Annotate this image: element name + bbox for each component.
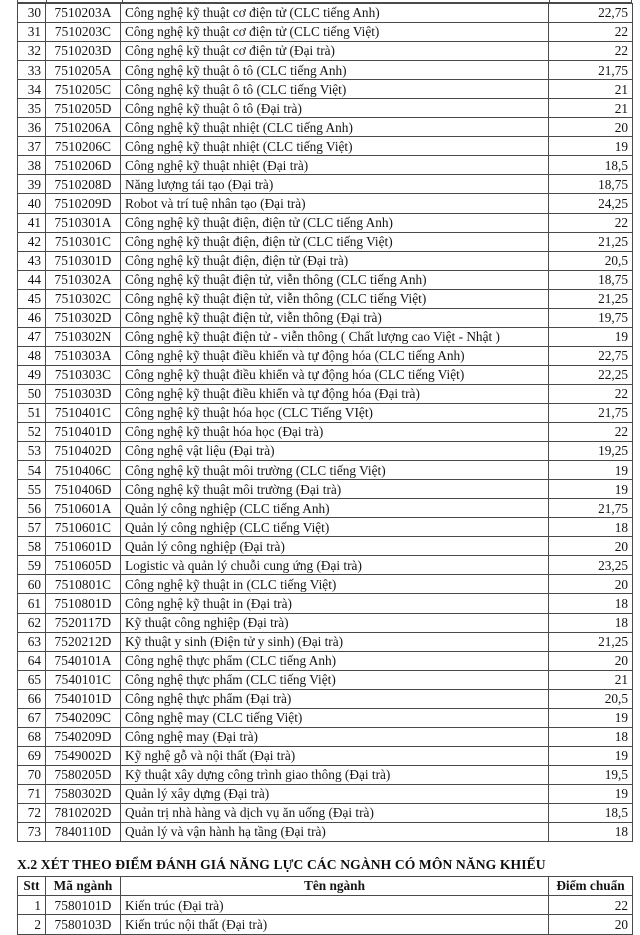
cell-stt: 68 bbox=[18, 727, 46, 746]
cell-name: Công nghệ thực phẩm (CLC tiếng Việt) bbox=[121, 670, 549, 689]
table-row bbox=[18, 765, 633, 784]
cell-name: Công nghệ kỹ thuật điện, điện tử (CLC tiếng Anh) bbox=[121, 213, 549, 232]
cell-name: Công nghệ kỹ thuật điều khiển và tự động hóa (CLC tiếng Anh) bbox=[121, 346, 549, 365]
cell-stt: 65 bbox=[18, 670, 46, 689]
cell-score: 20,5 bbox=[549, 251, 633, 270]
cell-stt: 47 bbox=[18, 327, 46, 346]
cell-score: 19 bbox=[549, 784, 633, 803]
cell-stt: 66 bbox=[18, 689, 46, 708]
table-row bbox=[18, 461, 633, 480]
table-row bbox=[18, 896, 633, 915]
cell-code: 7510302N bbox=[46, 327, 121, 346]
table-row bbox=[18, 518, 633, 537]
cell-score: 18 bbox=[549, 727, 633, 746]
cell-name: Công nghệ kỹ thuật điện tử, viễn thông (Đại trà) bbox=[121, 308, 549, 327]
cell-stt: 45 bbox=[18, 289, 46, 308]
table-row bbox=[18, 423, 633, 442]
cell-score: 22,75 bbox=[549, 4, 633, 23]
table-row bbox=[18, 99, 633, 118]
cell-name: Kỹ thuật y sinh (Điện tử y sinh) (Đại trà) bbox=[121, 632, 549, 651]
table-row bbox=[18, 175, 633, 194]
table-row bbox=[18, 232, 633, 251]
cell-name: Robot và trí tuệ nhân tạo (Đại trà) bbox=[121, 194, 549, 213]
cell-name: Công nghệ kỹ thuật điện, điện tử (Đại trà) bbox=[121, 251, 549, 270]
cell-score: 18,5 bbox=[549, 156, 633, 175]
table-row bbox=[18, 365, 633, 384]
cell-stt: 62 bbox=[18, 613, 46, 632]
cell-score: 19 bbox=[549, 461, 633, 480]
cell-stt: 73 bbox=[18, 823, 46, 842]
cell-score: 19 bbox=[549, 480, 633, 499]
cell-stt: 67 bbox=[18, 708, 46, 727]
cell-code: 7810202D bbox=[46, 803, 121, 822]
cell-stt: 48 bbox=[18, 346, 46, 365]
cell-name: Công nghệ kỹ thuật điện, điện tử (CLC tiếng Việt) bbox=[121, 232, 549, 251]
cell-code: 7540101A bbox=[46, 651, 121, 670]
cell-name: Công nghệ kỹ thuật môi trường (CLC tiếng Việt) bbox=[121, 461, 549, 480]
cell-code: 7510301A bbox=[46, 213, 121, 232]
cell-code: 7510401D bbox=[46, 423, 121, 442]
cell-score: 20,5 bbox=[549, 689, 633, 708]
cell-score: 21,25 bbox=[549, 289, 633, 308]
cell-stt: 37 bbox=[18, 137, 46, 156]
table-row bbox=[18, 480, 633, 499]
cell-code: 7580205D bbox=[46, 765, 121, 784]
cell-stt: 72 bbox=[18, 803, 46, 822]
cell-score: 20 bbox=[549, 537, 633, 556]
cell-stt: 69 bbox=[18, 746, 46, 765]
table-row bbox=[18, 403, 633, 422]
cell-stt: 33 bbox=[18, 61, 46, 80]
cell-name: Công nghệ kỹ thuật in (Đại trà) bbox=[121, 594, 549, 613]
cell-code: 7510208D bbox=[46, 175, 121, 194]
cell-code: 7510402D bbox=[46, 442, 121, 461]
cell-score: 21,25 bbox=[549, 232, 633, 251]
cell-code: 7510302D bbox=[46, 308, 121, 327]
table-row bbox=[18, 823, 633, 842]
cell-score: 18 bbox=[549, 518, 633, 537]
cell-stt: 32 bbox=[18, 42, 46, 61]
cell-stt: 55 bbox=[18, 480, 46, 499]
cell-stt: 38 bbox=[18, 156, 46, 175]
cell-name: Công nghệ kỹ thuật điều khiển và tự động hóa (CLC tiếng Việt) bbox=[121, 365, 549, 384]
cell-score: 21,75 bbox=[549, 499, 633, 518]
cell-score: 20 bbox=[549, 915, 633, 934]
cell-code: 7510205A bbox=[46, 61, 121, 80]
cell-score: 19,75 bbox=[549, 308, 633, 327]
table-row bbox=[18, 689, 633, 708]
cell-score: 21,75 bbox=[549, 61, 633, 80]
cell-code: 7510206D bbox=[46, 156, 121, 175]
cell-name: Năng lượng tái tạo (Đại trà) bbox=[121, 175, 549, 194]
cell-stt: 52 bbox=[18, 423, 46, 442]
table-row bbox=[18, 499, 633, 518]
cell-name: Công nghệ kỹ thuật điện tử, viễn thông (CLC tiếng Việt) bbox=[121, 289, 549, 308]
cell-code: 7510406C bbox=[46, 461, 121, 480]
table-row bbox=[18, 80, 633, 99]
cell-name: Công nghệ kỹ thuật ô tô (CLC tiếng Anh) bbox=[121, 61, 549, 80]
cell-score: 22 bbox=[549, 384, 633, 403]
cell-name: Công nghệ kỹ thuật nhiệt (CLC tiếng Anh) bbox=[121, 118, 549, 137]
cell-code: 7510401C bbox=[46, 403, 121, 422]
cell-name: Kiến trúc nội thất (Đại trà) bbox=[121, 915, 549, 934]
cell-score: 22 bbox=[549, 213, 633, 232]
cell-code: 7510206C bbox=[46, 137, 121, 156]
header-code: Mã ngành bbox=[46, 877, 121, 896]
cell-stt: 50 bbox=[18, 384, 46, 403]
cell-score: 19,5 bbox=[549, 765, 633, 784]
cell-code: 7510303C bbox=[46, 365, 121, 384]
cell-name: Công nghệ thực phẩm (CLC tiếng Anh) bbox=[121, 651, 549, 670]
cell-name: Công nghệ vật liệu (Đại trà) bbox=[121, 442, 549, 461]
cell-code: 7510303D bbox=[46, 384, 121, 403]
table-row bbox=[18, 270, 633, 289]
cell-name: Công nghệ kỹ thuật nhiệt (CLC tiếng Việt) bbox=[121, 137, 549, 156]
table-row bbox=[18, 4, 633, 23]
table-row bbox=[18, 537, 633, 556]
table-row bbox=[18, 803, 633, 822]
table-row bbox=[18, 784, 633, 803]
cell-name: Kỹ nghệ gỗ và nội thất (Đại trà) bbox=[121, 746, 549, 765]
table-row bbox=[18, 61, 633, 80]
table-row bbox=[18, 251, 633, 270]
cell-name: Quản lý xây dựng (Đại trà) bbox=[121, 784, 549, 803]
cell-code: 7510406D bbox=[46, 480, 121, 499]
table-body bbox=[18, 4, 633, 842]
cell-name: Công nghệ kỹ thuật điện tử, viễn thông (CLC tiếng Anh) bbox=[121, 270, 549, 289]
cell-name: Công nghệ kỹ thuật cơ điện tử (Đại trà) bbox=[121, 42, 549, 61]
cell-score: 24,25 bbox=[549, 194, 633, 213]
table-row bbox=[18, 556, 633, 575]
cell-stt: 46 bbox=[18, 308, 46, 327]
cell-score: 22 bbox=[549, 42, 633, 61]
cell-stt: 60 bbox=[18, 575, 46, 594]
cell-stt: 64 bbox=[18, 651, 46, 670]
cell-score: 18,75 bbox=[549, 270, 633, 289]
cell-code: 7510209D bbox=[46, 194, 121, 213]
table-row bbox=[18, 346, 633, 365]
cell-stt: 44 bbox=[18, 270, 46, 289]
table-row bbox=[18, 746, 633, 765]
cell-score: 19 bbox=[549, 327, 633, 346]
cell-code: 7510601A bbox=[46, 499, 121, 518]
cell-score: 18 bbox=[549, 594, 633, 613]
cell-name: Kỹ thuật xây dựng công trình giao thông (Đại trà) bbox=[121, 765, 549, 784]
cell-stt: 71 bbox=[18, 784, 46, 803]
cell-code: 7510301C bbox=[46, 232, 121, 251]
cell-name: Công nghệ kỹ thuật ô tô (Đại trà) bbox=[121, 99, 549, 118]
cell-score: 19 bbox=[549, 708, 633, 727]
table-header bbox=[18, 877, 633, 896]
cell-score: 21 bbox=[549, 670, 633, 689]
cell-score: 21,25 bbox=[549, 632, 633, 651]
header-name: Tên ngành bbox=[121, 877, 549, 896]
table-row bbox=[18, 708, 633, 727]
cell-score: 20 bbox=[549, 575, 633, 594]
cell-code: 7840110D bbox=[46, 823, 121, 842]
cell-stt: 39 bbox=[18, 175, 46, 194]
cell-stt: 1 bbox=[18, 896, 46, 915]
cell-stt: 2 bbox=[18, 915, 46, 934]
cell-name: Logistic và quản lý chuỗi cung ứng (Đại trà) bbox=[121, 556, 549, 575]
cell-stt: 43 bbox=[18, 251, 46, 270]
cell-name: Quản lý công nghiệp (CLC tiếng Anh) bbox=[121, 499, 549, 518]
section-heading-x2: X.2 XÉT THEO ĐIỂM ĐÁNH GIÁ NĂNG LỰC CÁC NGÀNH CÓ MÔN NĂNG KHIẾU bbox=[17, 857, 546, 872]
cell-score: 18,5 bbox=[549, 803, 633, 822]
table-row bbox=[18, 156, 633, 175]
cell-code: 7510203A bbox=[46, 4, 121, 23]
cell-stt: 42 bbox=[18, 232, 46, 251]
cell-score: 22 bbox=[549, 23, 633, 42]
cell-score: 18 bbox=[549, 613, 633, 632]
cell-code: 7540101D bbox=[46, 689, 121, 708]
cell-score: 21 bbox=[549, 99, 633, 118]
table-row bbox=[18, 613, 633, 632]
cell-stt: 61 bbox=[18, 594, 46, 613]
cell-code: 7510205D bbox=[46, 99, 121, 118]
cell-name: Quản trị nhà hàng và dịch vụ ăn uống (Đại trà) bbox=[121, 803, 549, 822]
cell-stt: 57 bbox=[18, 518, 46, 537]
table-row bbox=[18, 594, 633, 613]
cell-name: Quản lý và vận hành hạ tầng (Đại trà) bbox=[121, 823, 549, 842]
cell-name: Công nghệ may (CLC tiếng Việt) bbox=[121, 708, 549, 727]
cell-stt: 53 bbox=[18, 442, 46, 461]
cell-name: Quản lý công nghiệp (CLC tiếng Việt) bbox=[121, 518, 549, 537]
cell-code: 7510302C bbox=[46, 289, 121, 308]
cell-name: Công nghệ kỹ thuật cơ điện tử (CLC tiếng Anh) bbox=[121, 4, 549, 23]
cell-name: Công nghệ thực phẩm (Đại trà) bbox=[121, 689, 549, 708]
cell-stt: 30 bbox=[18, 4, 46, 23]
header-score: Điểm chuẩn bbox=[549, 877, 633, 896]
cell-code: 7540209C bbox=[46, 708, 121, 727]
cell-code: 7580103D bbox=[46, 915, 121, 934]
cell-stt: 51 bbox=[18, 403, 46, 422]
column-divider bbox=[122, 0, 123, 2]
cell-code: 7580101D bbox=[46, 896, 121, 915]
table-row bbox=[18, 651, 633, 670]
cell-code: 7510303A bbox=[46, 346, 121, 365]
cell-code: 7580302D bbox=[46, 784, 121, 803]
cell-name: Công nghệ kỹ thuật hóa học (Đại trà) bbox=[121, 423, 549, 442]
cell-score: 22 bbox=[549, 423, 633, 442]
cell-stt: 58 bbox=[18, 537, 46, 556]
cell-name: Công nghệ kỹ thuật nhiệt (Đại trà) bbox=[121, 156, 549, 175]
column-divider bbox=[549, 0, 550, 2]
cell-score: 19 bbox=[549, 746, 633, 765]
cell-stt: 49 bbox=[18, 365, 46, 384]
table-row bbox=[18, 727, 633, 746]
cell-stt: 35 bbox=[18, 99, 46, 118]
cell-score: 21,75 bbox=[549, 403, 633, 422]
table-row bbox=[18, 384, 633, 403]
cell-code: 7510301D bbox=[46, 251, 121, 270]
cell-name: Công nghệ kỹ thuật hóa học (CLC Tiếng VIệt) bbox=[121, 403, 549, 422]
table-row bbox=[18, 442, 633, 461]
cell-score: 22,25 bbox=[549, 365, 633, 384]
cell-code: 7510801C bbox=[46, 575, 121, 594]
table-body bbox=[18, 896, 633, 934]
cell-score: 18 bbox=[549, 823, 633, 842]
table-row bbox=[18, 308, 633, 327]
cell-score: 19 bbox=[549, 137, 633, 156]
cell-stt: 36 bbox=[18, 118, 46, 137]
cell-name: Công nghệ kỹ thuật điều khiển và tự động hóa (Đại trà) bbox=[121, 384, 549, 403]
cell-code: 7540209D bbox=[46, 727, 121, 746]
table-row bbox=[18, 137, 633, 156]
cell-code: 7540101C bbox=[46, 670, 121, 689]
cell-stt: 31 bbox=[18, 23, 46, 42]
cell-score: 23,25 bbox=[549, 556, 633, 575]
table-majors-continued bbox=[17, 3, 633, 842]
cell-stt: 54 bbox=[18, 461, 46, 480]
cell-name: Kỹ thuật công nghiệp (Đại trà) bbox=[121, 613, 549, 632]
cell-stt: 63 bbox=[18, 632, 46, 651]
cell-name: Công nghệ may (Đại trà) bbox=[121, 727, 549, 746]
cell-code: 7510605D bbox=[46, 556, 121, 575]
cell-code: 7510302A bbox=[46, 270, 121, 289]
table-row bbox=[18, 194, 633, 213]
table-row bbox=[18, 289, 633, 308]
cell-name: Công nghệ kỹ thuật ô tô (CLC tiếng Việt) bbox=[121, 80, 549, 99]
cell-stt: 56 bbox=[18, 499, 46, 518]
cell-name: Công nghệ kỹ thuật điện tử - viễn thông ( Chất lượng cao Việt - Nhật ) bbox=[121, 327, 549, 346]
table-header-row bbox=[18, 877, 633, 896]
cell-code: 7510203D bbox=[46, 42, 121, 61]
cell-name: Công nghệ kỹ thuật cơ điện tử (CLC tiếng Việt) bbox=[121, 23, 549, 42]
table-row bbox=[18, 23, 633, 42]
cell-score: 22 bbox=[549, 896, 633, 915]
table-row bbox=[18, 632, 633, 651]
cell-stt: 59 bbox=[18, 556, 46, 575]
cell-name: Quản lý công nghiệp (Đại trà) bbox=[121, 537, 549, 556]
cell-code: 7510601D bbox=[46, 537, 121, 556]
cell-code: 7520212D bbox=[46, 632, 121, 651]
table-row bbox=[18, 670, 633, 689]
table-row bbox=[18, 327, 633, 346]
cell-code: 7510205C bbox=[46, 80, 121, 99]
table-row bbox=[18, 213, 633, 232]
cell-code: 7510203C bbox=[46, 23, 121, 42]
cell-stt: 40 bbox=[18, 194, 46, 213]
cell-name: Công nghệ kỹ thuật môi trường (Đại trà) bbox=[121, 480, 549, 499]
cell-stt: 70 bbox=[18, 765, 46, 784]
table-row bbox=[18, 118, 633, 137]
cell-code: 7510601C bbox=[46, 518, 121, 537]
cell-score: 22,75 bbox=[549, 346, 633, 365]
column-divider bbox=[46, 0, 47, 2]
cell-score: 21 bbox=[549, 80, 633, 99]
table-talent-majors bbox=[17, 876, 633, 935]
cell-score: 18,75 bbox=[549, 175, 633, 194]
cell-stt: 41 bbox=[18, 213, 46, 232]
cell-stt: 34 bbox=[18, 80, 46, 99]
cell-score: 19,25 bbox=[549, 442, 633, 461]
table-row bbox=[18, 915, 633, 934]
table-row bbox=[18, 575, 633, 594]
header-stt: Stt bbox=[18, 877, 46, 896]
cell-name: Kiến trúc (Đại trà) bbox=[121, 896, 549, 915]
table-row bbox=[18, 42, 633, 61]
cell-code: 7520117D bbox=[46, 613, 121, 632]
cell-code: 7549002D bbox=[46, 746, 121, 765]
cell-score: 20 bbox=[549, 651, 633, 670]
cell-name: Công nghệ kỹ thuật in (CLC tiếng Việt) bbox=[121, 575, 549, 594]
cell-score: 20 bbox=[549, 118, 633, 137]
cell-code: 7510206A bbox=[46, 118, 121, 137]
cell-code: 7510801D bbox=[46, 594, 121, 613]
